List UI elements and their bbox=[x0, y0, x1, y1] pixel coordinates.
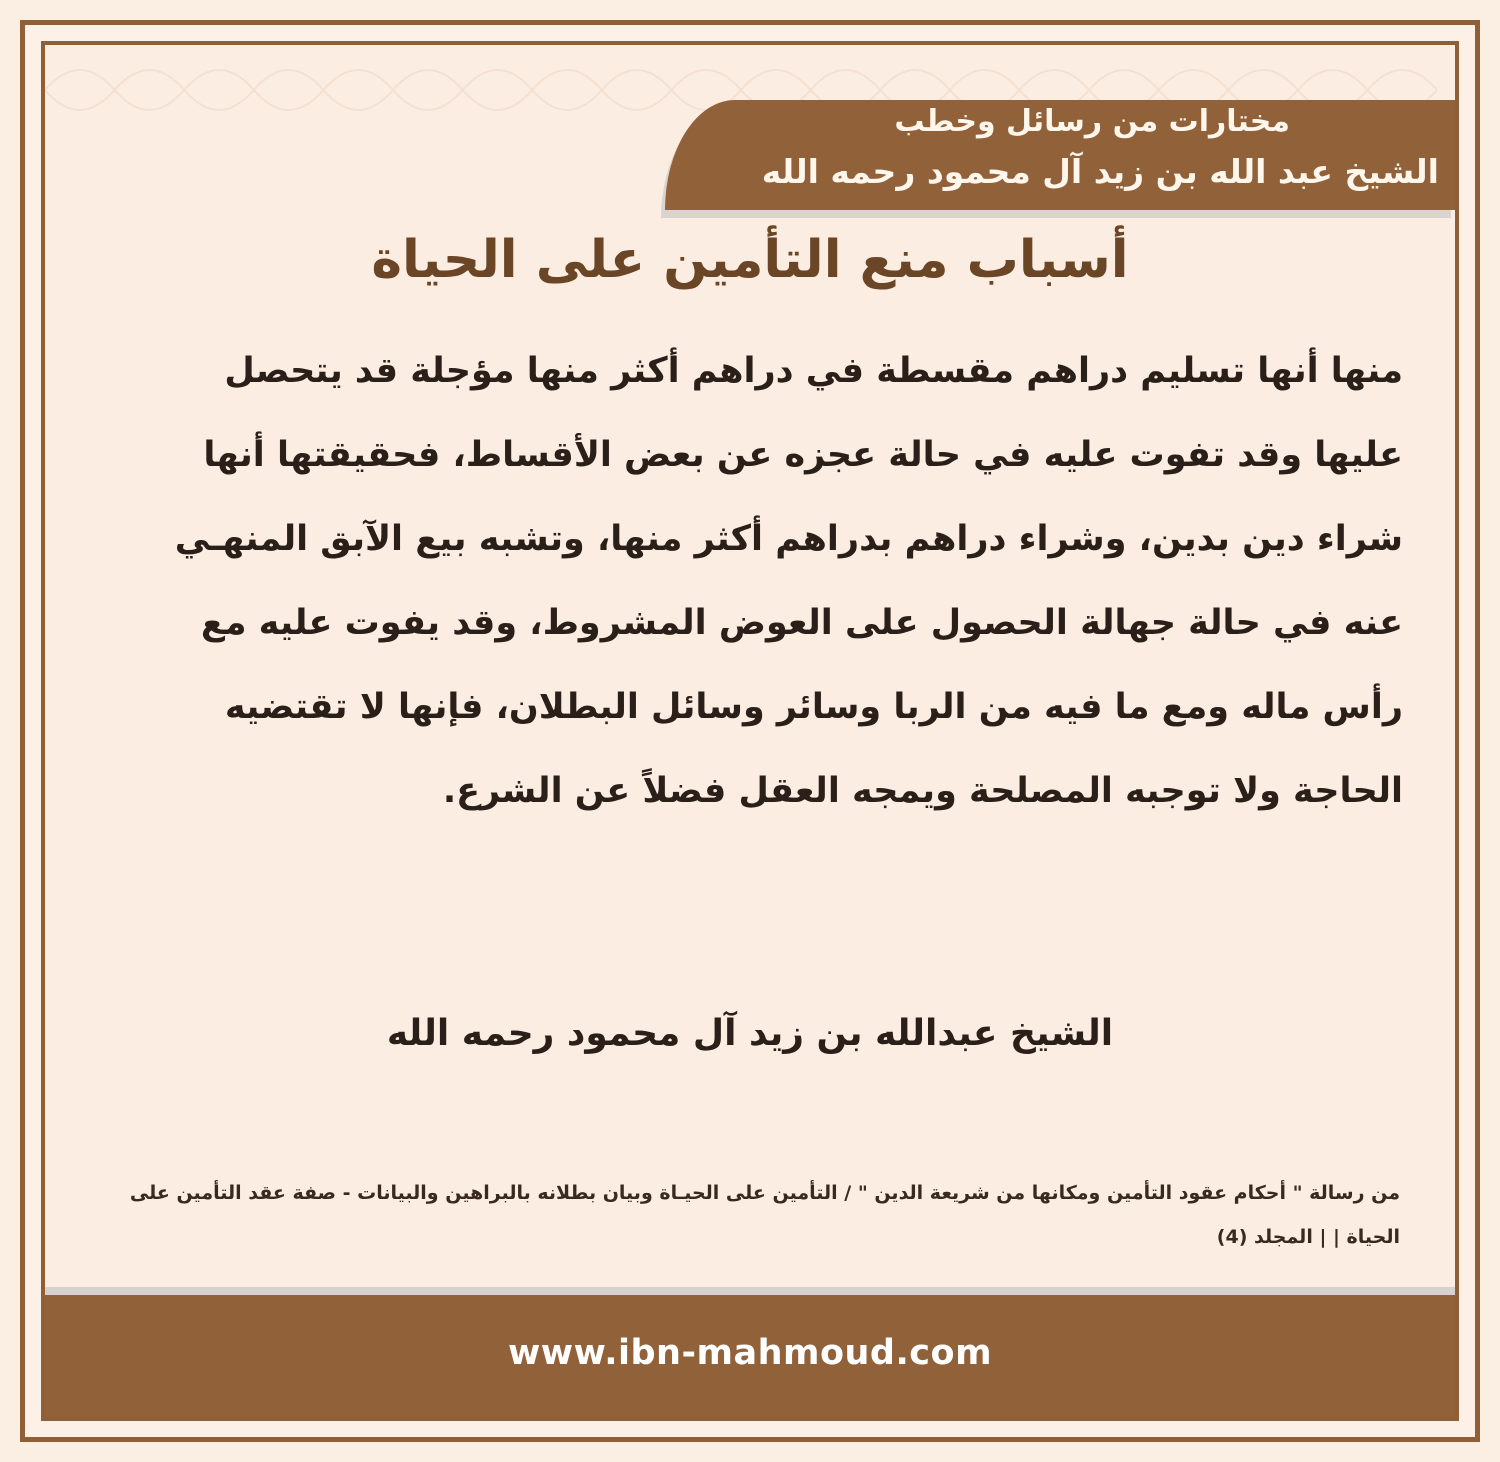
website-link[interactable]: www.ibn-mahmoud.com bbox=[507, 1333, 993, 1373]
header-banner bbox=[665, 100, 1455, 210]
header-subtitle: مختارات من رسائل وخطب bbox=[894, 104, 1290, 139]
header-sheikh-name: الشيخ عبد الله بن زيد آل محمود رحمه الله bbox=[761, 152, 1439, 191]
body-paragraph: منها أنها تسليم دراهم مقسطة في دراهم أكثر منها مؤجلة قد يتحصل عليها وقد تفوت عليه في حالة عجزه عن بعض الأقساط، فحقيقتها أنها شراء دين بدين، وشراء دراهم بدراهم أكثر منها، وتشبه بيع الآبق المنهـي عنه في حالة جهالة الحصول على العوض المشروط، وقد يفوت عليه مع رأس ماله ومع ما فيه من الربا وسائر وسائل البطلان، فإنها لا تقتضيه الحاجة ولا توجبه المصلحة ويمجه العقل فضلاً عن الشرع. bbox=[174, 351, 1403, 811]
source-citation: من رسالة " أحكام عقود التأمين ومكانها من شريعة الدين " / التأمين على الحيـاة وبيان بطلانه بالبراهين والبيانات - صفة عقد التأمين على الحياة | | المجلد (4) bbox=[129, 1182, 1400, 1248]
author-signature: الشيخ عبدالله بن زيد آل محمود رحمه الله bbox=[386, 1013, 1114, 1054]
page-title: أسباب منع التأمين على الحياة bbox=[371, 230, 1129, 290]
content-card bbox=[41, 41, 1459, 1421]
footer-banner bbox=[45, 1295, 1455, 1417]
